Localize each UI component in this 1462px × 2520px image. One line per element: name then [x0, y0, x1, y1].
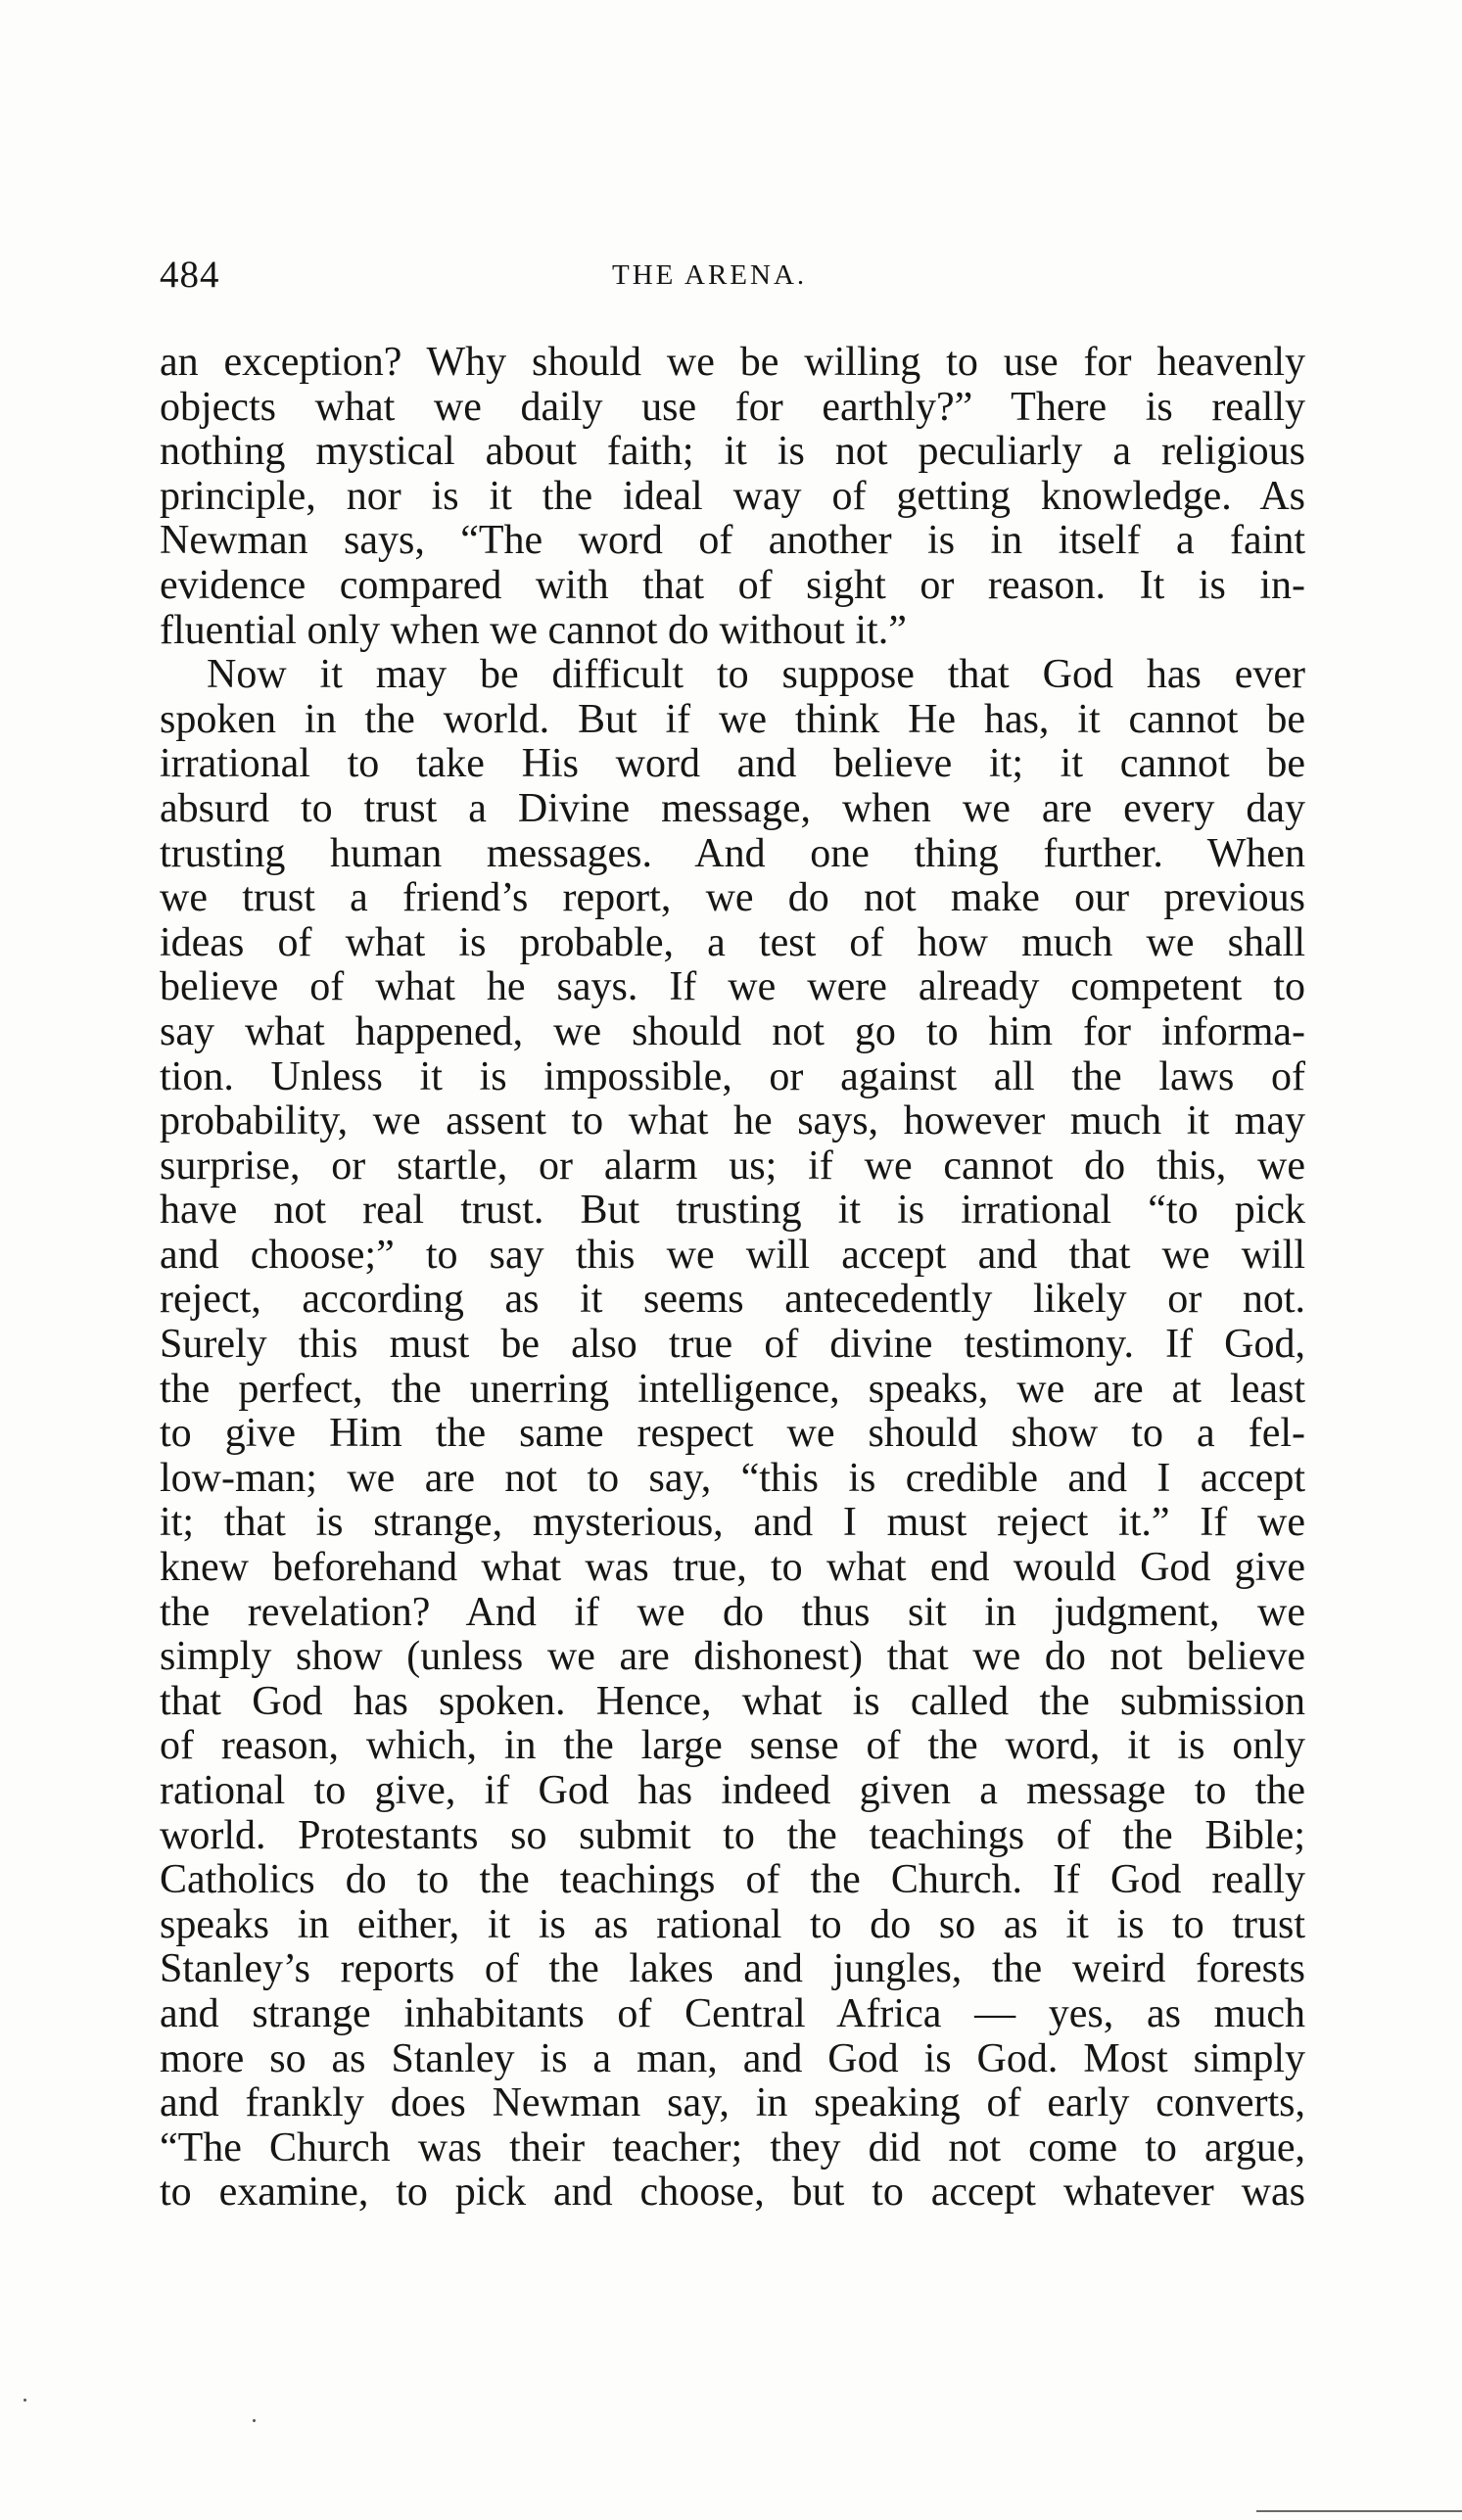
paragraph-first-line: Now it may be difficult to suppose that God has ever: [207, 652, 1305, 698]
text-line: rational to give, if God has indeed given a message to the: [160, 1768, 1305, 1813]
text-line: we trust a friend’s report, we do not make our previous: [160, 875, 1305, 921]
text-line: simply show (unless we are dishonest) that we do not believe: [160, 1634, 1305, 1680]
text-line: irrational to take His word and believe it; it cannot be: [160, 741, 1305, 787]
text-line: evidence compared with that of sight or reason. It is in-: [160, 562, 1305, 608]
text-line: tion. Unless it is impossible, or against all the laws of: [160, 1053, 1305, 1099]
paper-speck: [253, 2419, 256, 2422]
scan-edge-line: [1256, 2510, 1462, 2512]
text-line: knew beforehand what was true, to what end would God give: [160, 1545, 1305, 1591]
text-line: believe of what he says. If we were already competent to: [160, 964, 1305, 1010]
text-line: probability, we assent to what he says, however much it may: [160, 1098, 1305, 1144]
text-line: nothing mystical about faith; it is not peculiarly a religious: [160, 429, 1305, 475]
text-line: low-man; we are not to say, “this is credible and I accept: [160, 1455, 1305, 1501]
text-line: ideas of what is probable, a test of how much we shall: [160, 919, 1305, 965]
body-text: [160, 341, 1305, 2216]
text-line: of reason, which, in the large sense of the word, it is only: [160, 1723, 1305, 1769]
text-line: an exception? Why should we be willing to use for heavenly: [160, 340, 1305, 385]
text-line: speaks in either, it is as rational to do so as it is to trust: [160, 1901, 1305, 1947]
text-line: to give Him the same respect we should show to a fel-: [160, 1411, 1305, 1457]
text-line: have not real trust. But trusting it is irrational “to pick: [160, 1188, 1305, 1234]
text-line: and strange inhabitants of Central Africa — yes, as much: [160, 1990, 1305, 2036]
running-head: [160, 253, 1305, 303]
text-line: principle, nor is it the ideal way of getting knowledge. As: [160, 473, 1305, 519]
page-number: 484: [160, 254, 220, 296]
text-line: the revelation? And if we do thus sit in judgment, we: [160, 1589, 1305, 1635]
text-line: the perfect, the unerring intelligence, speaks, we are at least: [160, 1366, 1305, 1412]
text-line: more so as Stanley is a man, and God is God. Most simply: [160, 2035, 1305, 2081]
text-line: Catholics do to the teachings of the Church. If God really: [160, 1857, 1305, 1903]
text-line: and choose;” to say this we will accept and that we will: [160, 1232, 1305, 1278]
journal-title: THE ARENA.: [612, 259, 808, 291]
text-line: it; that is strange, mysterious, and I must reject it.” If we: [160, 1500, 1305, 1546]
text-line: world. Protestants so submit to the teachings of the Bible;: [160, 1812, 1305, 1858]
text-line: spoken in the world. But if we think He has, it cannot be: [160, 696, 1305, 742]
text-line: to examine, to pick and choose, but to accept whatever was: [160, 2170, 1305, 2216]
text-line: absurd to trust a Divine message, when we are every day: [160, 785, 1305, 831]
text-line: that God has spoken. Hence, what is called the submission: [160, 1678, 1305, 1724]
text-line: objects what we daily use for earthly?” There is really: [160, 384, 1305, 430]
text-line: reject, according as it seems antecedently likely or not.: [160, 1277, 1305, 1323]
text-line: and frankly does Newman say, in speaking of early converts,: [160, 2080, 1305, 2126]
text-line: Newman says, “The word of another is in itself a faint: [160, 518, 1305, 564]
text-line: say what happened, we should not go to him for informa-: [160, 1008, 1305, 1054]
paper-speck: [24, 2399, 26, 2402]
paragraph-end-line: fluential only when we cannot do without it.”: [160, 607, 907, 653]
text-line: Stanley’s reports of the lakes and jungles, the weird forests: [160, 1946, 1305, 1992]
text-line: trusting human messages. And one thing further. When: [160, 830, 1305, 876]
text-line: Surely this must be also true of divine testimony. If God,: [160, 1322, 1305, 1368]
text-line: “The Church was their teacher; they did not come to argue,: [160, 2124, 1305, 2170]
text-line: surprise, or startle, or alarm us; if we cannot do this, we: [160, 1143, 1305, 1189]
